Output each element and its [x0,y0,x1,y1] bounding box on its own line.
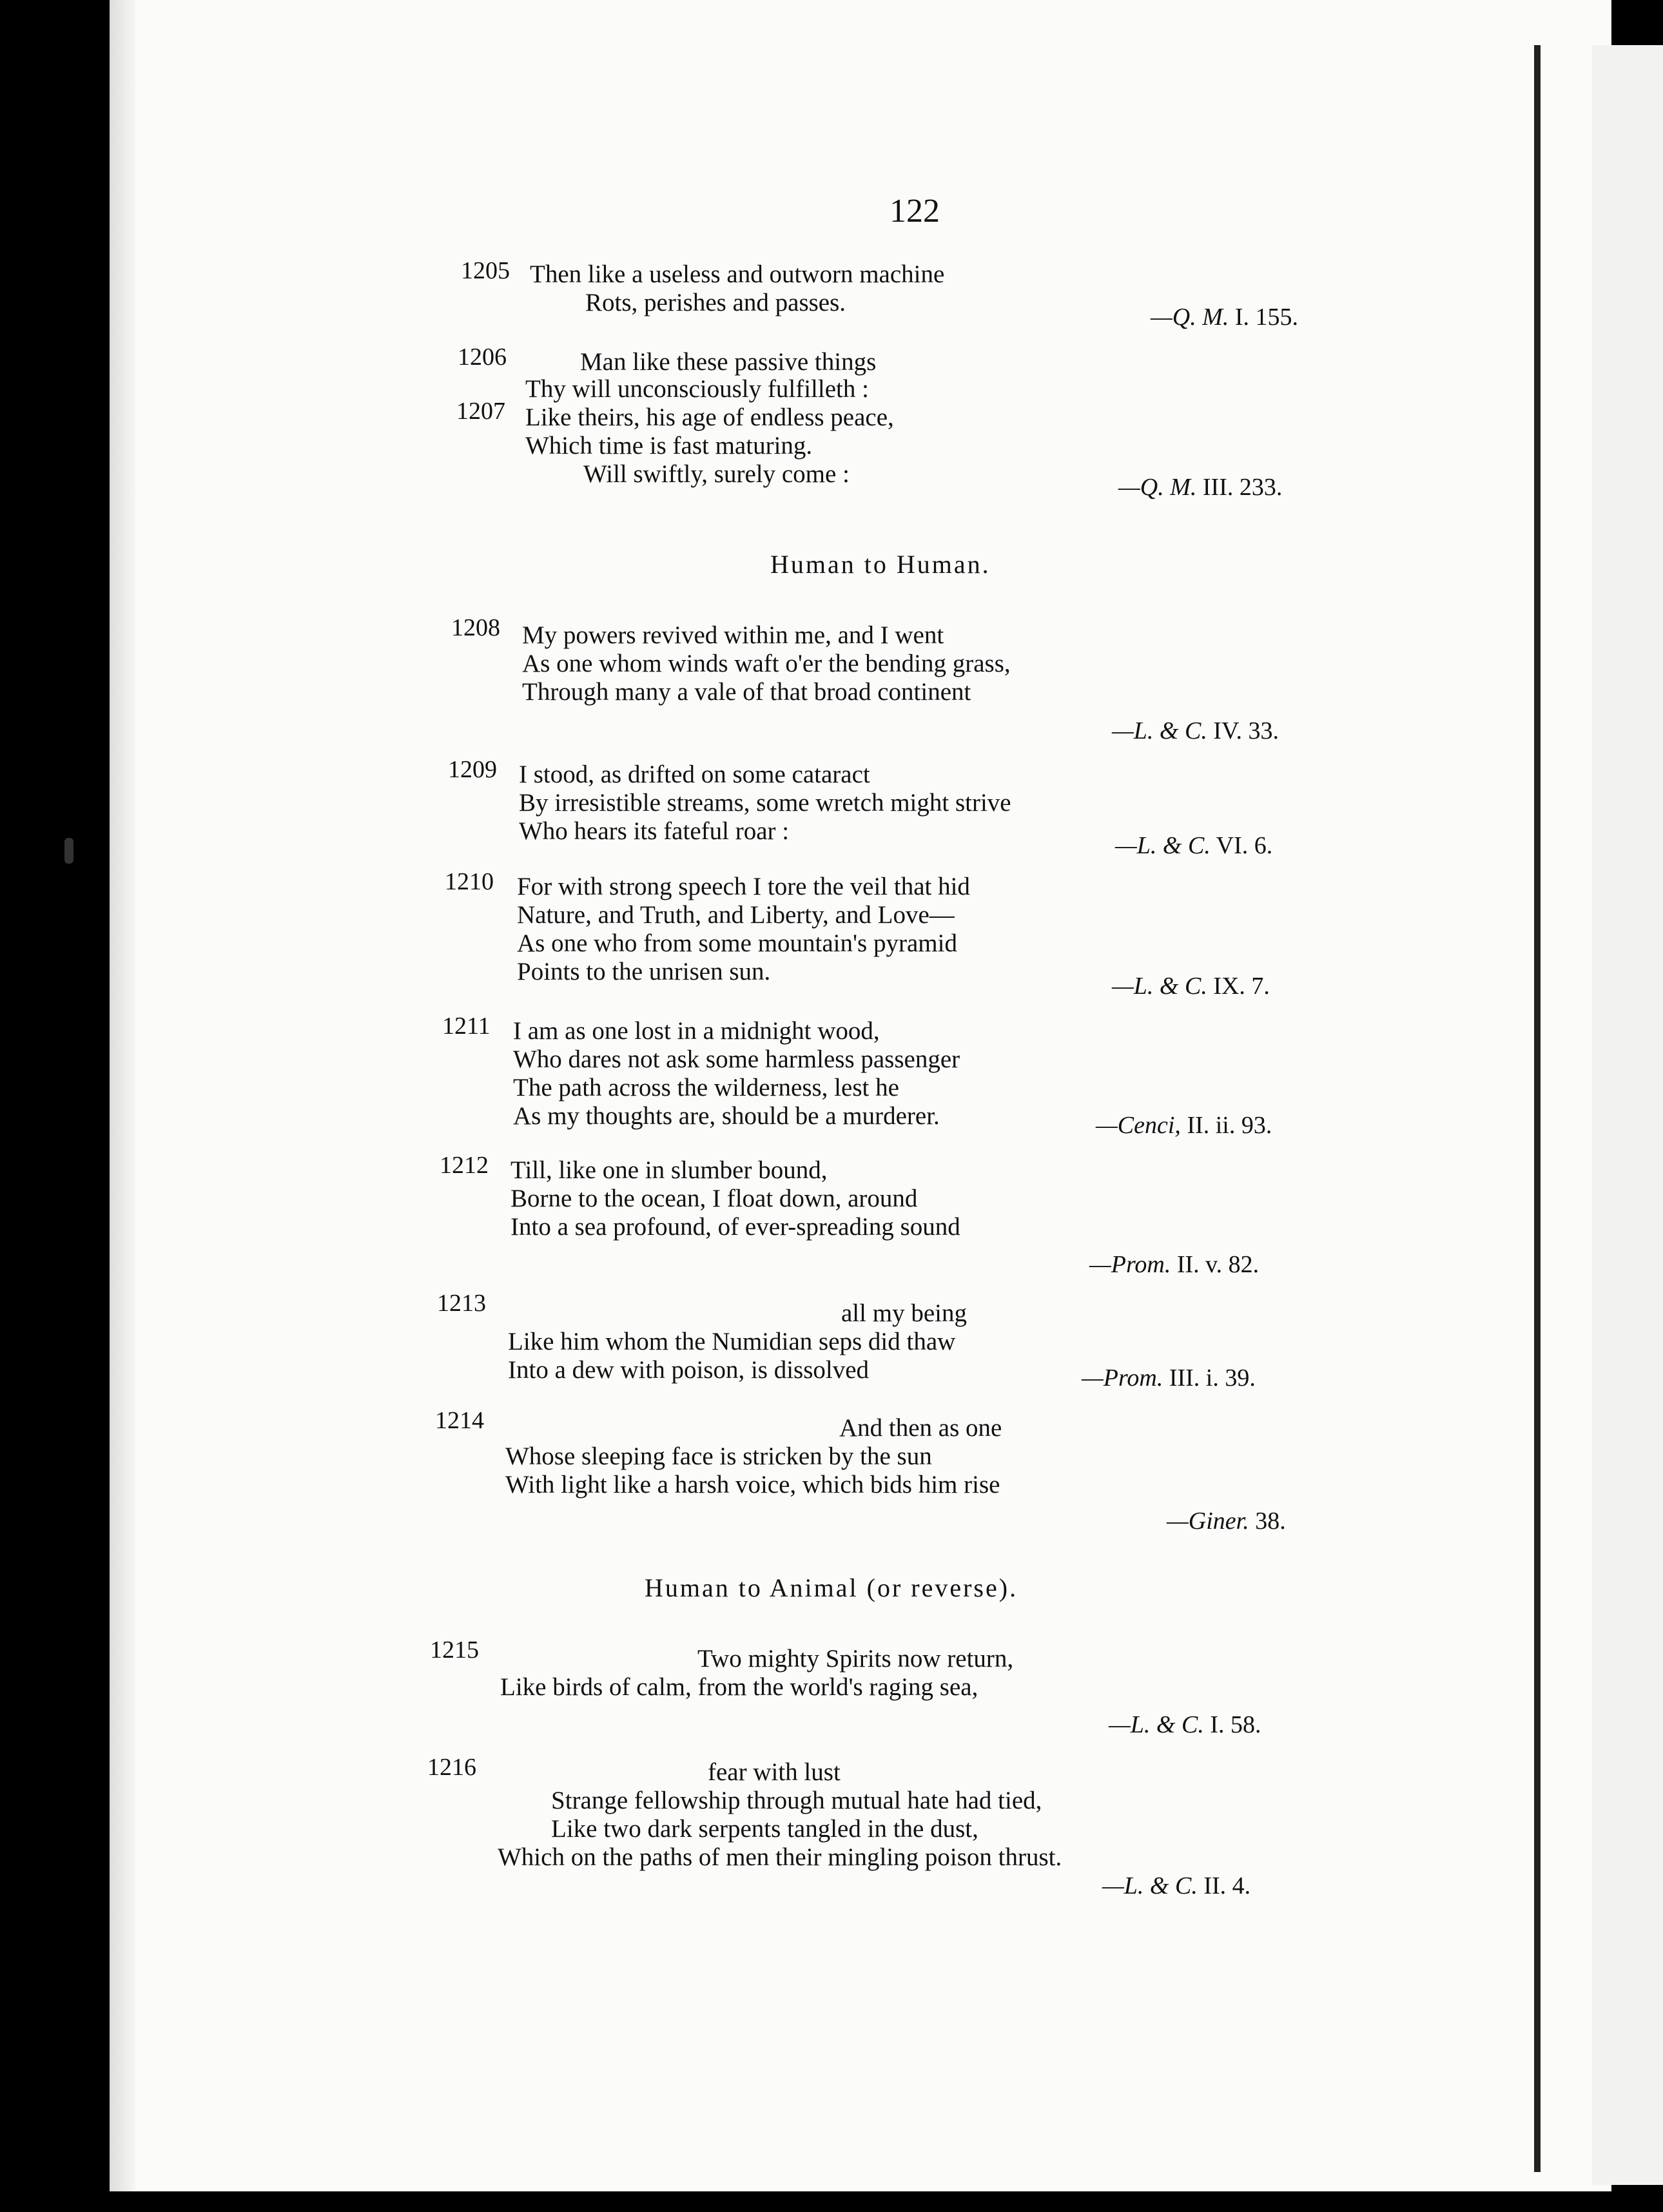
verse-line: Which on the paths of men their mingling poison thrust. [498,1843,1062,1871]
verse-line: Then like a useless and outworn machine [530,260,945,288]
verse-line: Man like these passive things [580,348,877,376]
citation: —Prom. III. i. 39. [1082,1364,1256,1392]
page-edge [110,0,135,2191]
verse-line: I stood, as drifted on some cataract [519,761,870,788]
verse-line: Till, like one in slumber bound, [511,1156,828,1184]
entry-number: 1205 [461,257,510,284]
citation: —Prom. II. v. 82. [1089,1251,1259,1278]
verse-line: Rots, perishes and passes. [585,289,846,316]
verse-line: Like birds of calm, from the world's raging sea, [500,1673,978,1701]
entry-number: 1214 [435,1407,484,1434]
verse-line: Into a dew with poison, is dissolved [508,1356,870,1384]
verse-line: The path across the wilderness, lest he [513,1074,899,1101]
entry-number: 1209 [448,756,497,783]
verse-line: Like theirs, his age of endless peace, [525,403,894,431]
verse-line: Like him whom the Numidian seps did thaw [508,1328,956,1355]
citation: —Cenci, II. ii. 93. [1096,1112,1272,1139]
citation: —Giner. 38. [1167,1508,1286,1535]
entry-number: 1210 [445,868,494,895]
verse-line: By irresistible streams, some wretch might strive [519,789,1011,817]
entry-number: 1216 [427,1754,476,1781]
entry-number: 1206 [458,344,507,371]
verse-line: Through many a vale of that broad continent [522,678,971,706]
citation: —Q. M. III. 233. [1118,474,1283,501]
verse-line: fear with lust [708,1758,841,1786]
verse-line: Which time is fast maturing. [525,432,813,460]
section-heading: Human to Human. [770,550,991,579]
citation: —L. & C. I. 58. [1109,1711,1261,1738]
verse-line: As one whom winds waft o'er the bending grass, [522,650,1011,677]
verse-line: Borne to the ocean, I float down, around [511,1185,918,1212]
verse-line: With light like a harsh voice, which bids him rise [505,1471,1000,1499]
verse-line: Strange fellowship through mutual hate had tied, [551,1787,1042,1814]
page-number: 122 [890,193,940,229]
verse-line: I am as one lost in a midnight wood, [513,1017,880,1045]
section-heading: Human to Animal (or reverse). [645,1573,1018,1602]
verse-line: As one who from some mountain's pyramid [517,929,957,957]
verse-line: Will swiftly, surely come : [583,460,850,488]
verse-line: My powers revived within me, and I went [522,621,944,649]
citation: —L. & C. II. 4. [1102,1872,1251,1899]
verse-line: As my thoughts are, should be a murderer. [513,1102,940,1130]
entry-number: 1211 [442,1013,491,1040]
facing-page-edge [1592,45,1663,2185]
citation: —Q. M. I. 155. [1151,304,1299,331]
verse-line: Thy will unconsciously fulfilleth : [525,375,869,403]
entry-number: 1212 [440,1152,489,1179]
citation: —L. & C. VI. 6. [1115,832,1273,859]
verse-line: For with strong speech I tore the veil that hid [517,873,970,900]
verse-line: Into a sea profound, of ever-spreading sound [511,1213,960,1241]
verse-line: Who dares not ask some harmless passenger [513,1045,960,1073]
book-gutter [1534,45,1541,2172]
verse-line: Who hears its fateful roar : [519,817,790,845]
entry-number: 1213 [437,1290,486,1317]
verse-line: Whose sleeping face is stricken by the sun [505,1442,932,1470]
citation: —L. & C. IV. 33. [1112,717,1279,744]
citation: —L. & C. IX. 7. [1112,973,1270,1000]
entry-number: 1207 [456,398,505,425]
verse-line: all my being [841,1299,967,1327]
verse-line: Nature, and Truth, and Liberty, and Love— [517,901,955,929]
verse-line: Like two dark serpents tangled in the dust, [551,1815,978,1843]
verse-line: And then as one [839,1414,1002,1442]
entry-number: 1215 [430,1636,479,1664]
margin-smudge [64,838,73,864]
verse-line: Two mighty Spirits now return, [697,1645,1014,1673]
entry-number: 1208 [451,614,500,641]
verse-line: Points to the unrisen sun. [517,958,771,985]
